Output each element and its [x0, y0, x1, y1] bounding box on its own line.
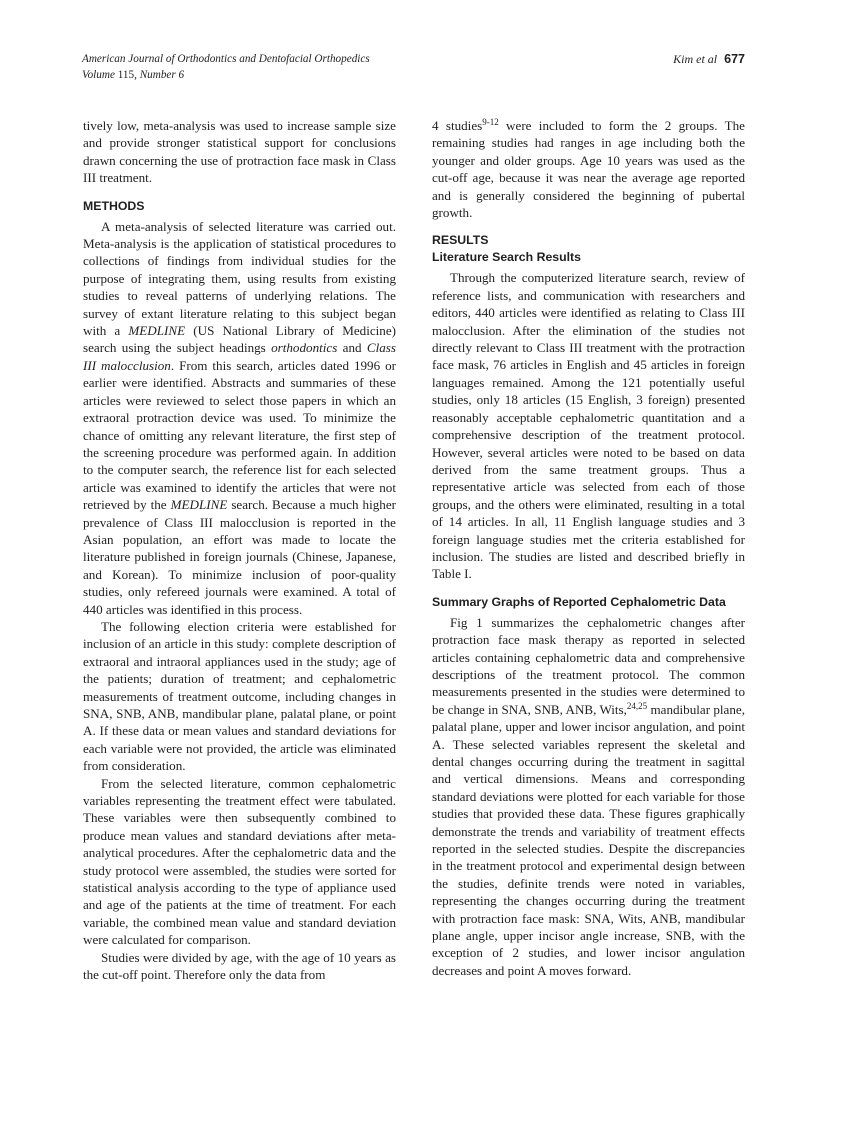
- methods-paragraph-1: A meta-analysis of selected literature was carried out. Meta-analysis is the application of statistical procedures to collections of findings from individual studies for the purpose of integrating them, using results from existing studies to reveal patterns of underlying relations. The survey of extant literature relating to this subject began with a MEDLINE (US National Library of Medicine) search using the subject headings orthodontics and Class III malocclusion. From this search, articles dated 1996 or earlier were identified. Abstracts and summaries of these articles were reviewed to select those papers in which an extraoral protraction device was used. To minimize the chance of omitting any relevant literature, the first step of the screening procedure was performed again. In addition to the computer search, the reference list for each selected article was examined to identify the articles that were not retrieved by the MEDLINE search. Because a much higher prevalence of Class III malocclusion is reported in the Asian population, an effort was made to locate the literature published in foreign journals (Chinese, Japanese, and Korean). To minimize inclusion of poor-quality studies, only refereed journals were examined. A total of 440 articles was identified in this process.: [83, 218, 396, 617]
- issue-label: Number 6: [139, 68, 185, 81]
- summary-graphs-heading: Summary Graphs of Reported Cephalometric Data: [432, 594, 726, 609]
- page-number: 677: [724, 52, 745, 66]
- volume-label: Volume: [82, 68, 115, 81]
- methods-paragraph-2: The following election criteria were established for inclusion of an article in this study: complete description of extraoral and intraoral appliances used in the study; age of the patients; duration of treatment; and cephalometric measurements of treatment outcome, including changes in SNA, SNB, ANB, mandibular plane, palatal plane, or point A. If these data or mean values and standard deviations for each variable were not provided, the article was eliminated from consideration.: [83, 618, 396, 774]
- medline-term: MEDLINE: [170, 497, 228, 513]
- results-heading: RESULTS: [432, 233, 489, 248]
- running-header-right: [673, 52, 745, 68]
- journal-title: American Journal of Orthodontics and Dentofacial Orthopedics: [82, 53, 370, 65]
- left-column: [83, 117, 396, 984]
- issue-number: , Number 6: [134, 68, 185, 81]
- intro-continuation: tively low, meta-analysis was used to increase sample size and provide stronger statistical support for conclusions drawn concerning the use of protraction face mask in Class III treatment.: [83, 118, 396, 186]
- keyword-orthodontics: orthodontics: [271, 340, 338, 356]
- author-citation: Kim et al: [673, 52, 718, 66]
- running-header-left: [82, 52, 370, 83]
- methods-paragraph-3: From the selected literature, common cephalometric variables representing the treatment effect were tabulated. These variables were then subsequently combined to produce mean values and standard deviations after meta-analytical procedures. After the cephalometric data and the study protocol were assembled, the studies were sorted for statistical analysis according to the type of appliance used and age of the patients at the time of treatment. For each variable, the combined mean value and standard deviation were calculated for comparison.: [83, 775, 396, 948]
- literature-search-heading: Literature Search Results: [432, 250, 581, 265]
- citation-ref: 24,25: [626, 700, 648, 711]
- methods-heading: METHODS: [83, 198, 145, 213]
- medline-term: MEDLINE: [128, 323, 186, 339]
- results-paragraph-2: Fig 1 summarizes the cephalometric changes after protraction face mask therapy as reported in selected articles containing cephalometric data and comprehensive descriptions of the treatment protocol. The common measurements presented in the studies were determined to be change in SNA, SNB, ANB, Wits,$^{24,25}$ mandibular plane, palatal plane, upper and lower incisor angulation, and point A. These selected variables represent the skeletal and dental changes occurring during the treatment in sagittal and vertical dimensions. Means and corresponding standard deviations were plotted for each variable for those studies that provided these data. These figures graphically demonstrate the trends and variability of treatment effects reported in the selected studies. Despite the discrepancies in the treatment protocol and experimental design between the studies, definite trends were noted in variables, representing the changes occurring during the treatment with protraction face mask: SNA, Wits, ANB, mandibular plane angle, upper incisor angle increase, SNB, with the exception of 2 studies, and lower incisor angulation decreases and point A moves forward.: [432, 614, 745, 978]
- volume-value: 115: [117, 68, 135, 81]
- citation-ref: 9-12: [482, 117, 499, 127]
- results-paragraph-1: Through the computerized literature search, review of reference lists, and communication with researchers and editors, 440 articles were identified as relating to Class III malocclusion. After the elimination of the studies not directly relevant to Class III treatment with the protraction face mask, 76 articles in English and 45 articles in foreign languages remained. Among the 121 potentially useful studies, only 18 articles (15 English, 3 foreign) presented reasonably acceptable cephalometric quantitation and a comprehensive description of the treatment protocol. However, several articles were noted to be based on data derived from the same treatment groups. Thus a representative article was selected from each of those groups, and the others were eliminated, resulting in a total of 14 articles. In all, 11 English language studies and 3 foreign language studies met the criteria established for inclusion. The studies are listed and described briefly in Table I.: [432, 270, 745, 582]
- keyword-class-iii: Class III malocclusion: [83, 340, 396, 373]
- methods-paragraph-4: Studies were divided by age, with the age of 10 years as the cut-off point. Therefore only the data from: [83, 949, 396, 983]
- methods-continuation: 4 studies$^{9-12}$ were included to form the 2 groups. The remaining studies had ranges in age including both the younger and older groups. Age 10 years was used as the cut-off age, because it was near the average age reported and is generally considered the beginning of pubertal growth.: [432, 117, 745, 221]
- right-column: [432, 117, 745, 979]
- volume-number: [82, 68, 370, 84]
